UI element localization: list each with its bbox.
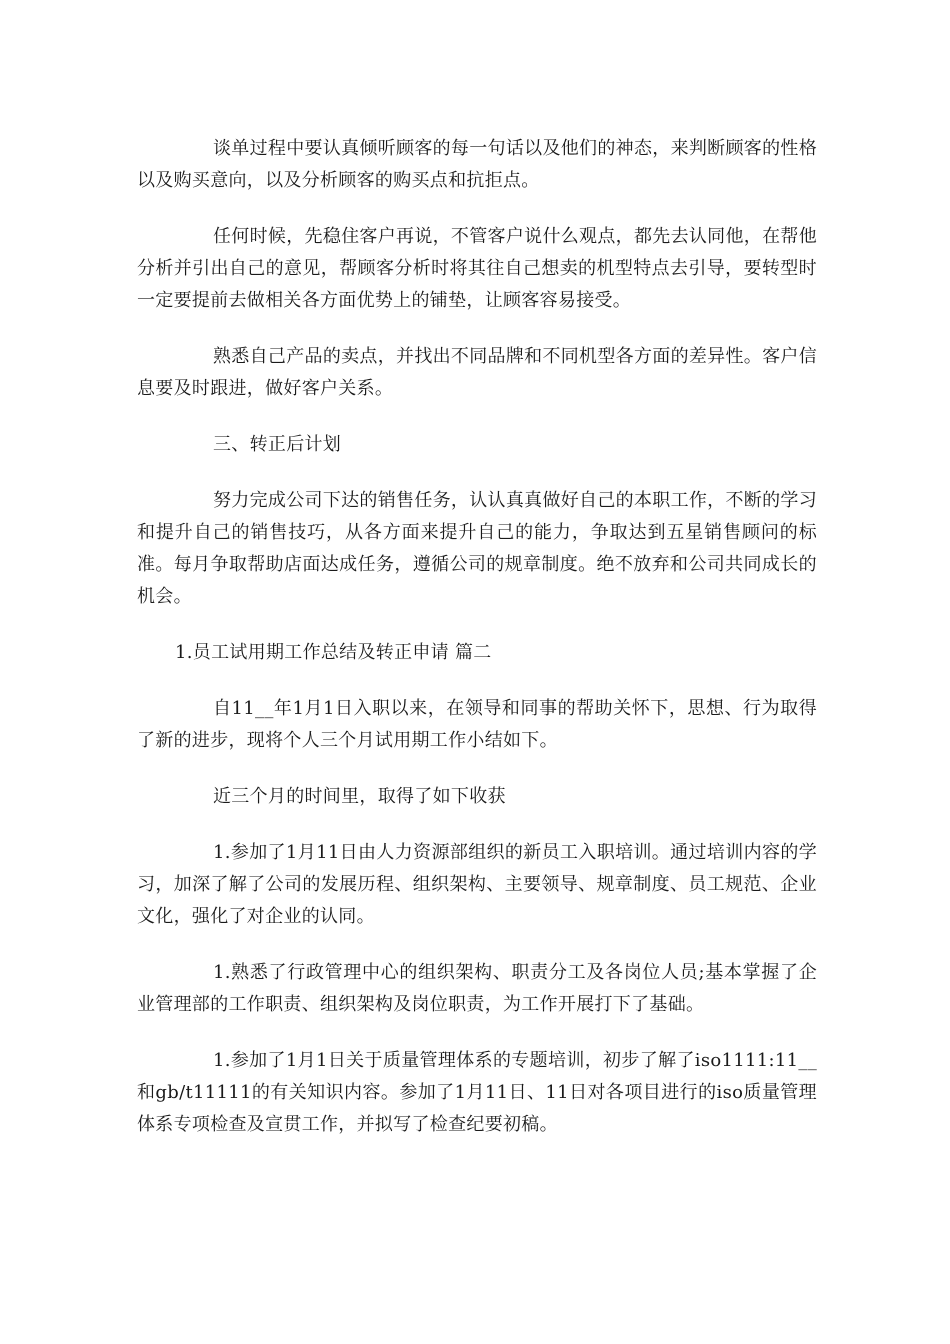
paragraph-intro: 自11__年1月1日入职以来，在领导和同事的帮助关怀下，思想、行为取得了新的进步，现将个人三个月试用期工作小结如下。 [137, 698, 817, 751]
section-heading-part-two: 1.员工试用期工作总结及转正申请 篇二 [175, 642, 492, 663]
paragraph-customer-handling: 任何时候，先稳住客户再说，不管客户说什么观点，都先去认同他，在帮他分析并引出自己的意见，帮顾客分析时将其往自己想卖的机型特点去引导，要转型时一定要提前去做相关各方面优势上的铺垫，让顾客容易接受。 [137, 226, 817, 311]
paragraph-gain-training: 1.参加了1月11日由人力资源部组织的新员工入职培训。通过培训内容的学习，加深了解了公司的发展历程、组织架构、主要领导、规章制度、员工规范、企业文化，强化了对企业的认同。 [137, 842, 817, 927]
paragraph-negotiation: 谈单过程中要认真倾听顾客的每一句话以及他们的神态，来判断顾客的性格以及购买意向，以及分析顾客的购买点和抗拒点。 [137, 138, 817, 191]
paragraph-product-knowledge: 熟悉自己产品的卖点，并找出不同品牌和不同机型各方面的差异性。客户信息要及时跟进，做好客户关系。 [137, 346, 817, 399]
document-body [137, 133, 817, 1165]
section-heading-plan: 三、转正后计划 [213, 434, 342, 455]
paragraph-gains-intro: 近三个月的时间里，取得了如下收获 [213, 786, 506, 807]
paragraph-gain-quality: 1.参加了1月1日关于质量管理体系的专题培训，初步了解了iso1111:11__和gb/t11111的有关知识内容。参加了1月11日、11日对各项目进行的iso质量管理体系专项检查及宣贯工作，并拟写了检查纪要初稿。 [137, 1050, 817, 1135]
paragraph-gain-structure: 1.熟悉了行政管理中心的组织架构、职责分工及各岗位人员;基本掌握了企业管理部的工作职责、组织架构及岗位职责，为工作开展打下了基础。 [137, 962, 817, 1015]
paragraph-plan: 努力完成公司下达的销售任务，认认真真做好自己的本职工作，不断的学习和提升自己的销售技巧，从各方面来提升自己的能力，争取达到五星销售顾问的标准。每月争取帮助店面达成任务，遵循公司的规章制度。绝不放弃和公司共同成长的机会。 [137, 490, 817, 607]
